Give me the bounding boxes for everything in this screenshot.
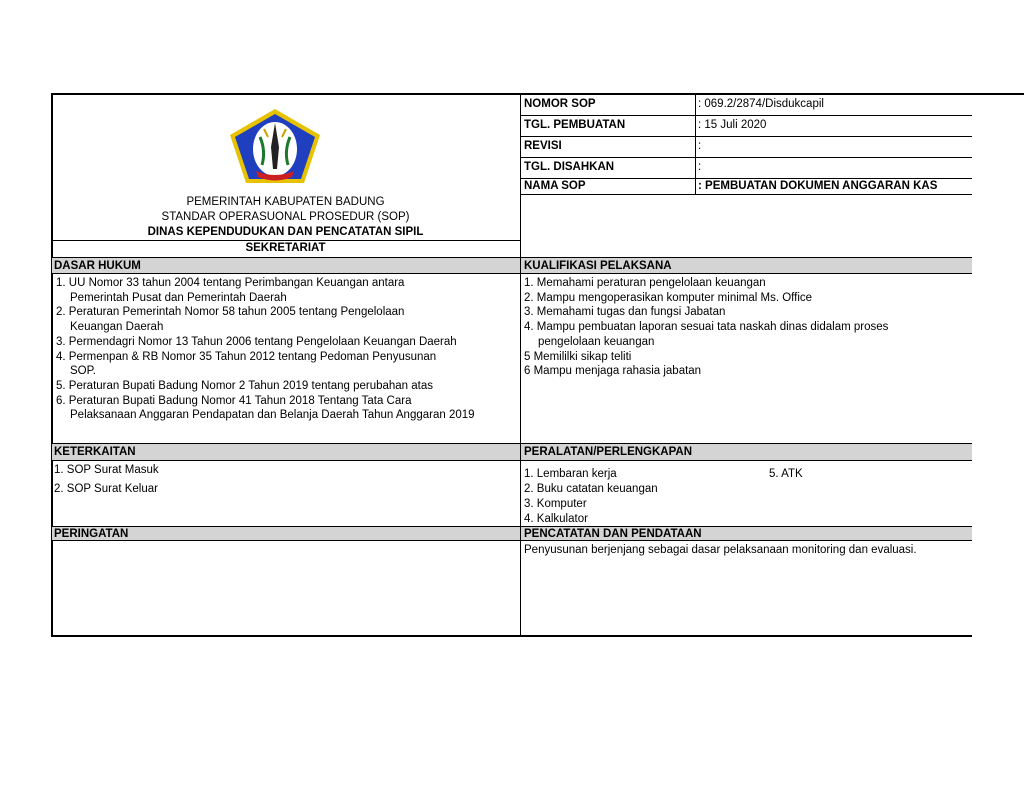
- keterkaitan-title: KETERKAITAN: [54, 446, 136, 458]
- org-line-4: SEKRETARIAT: [245, 242, 326, 254]
- meta-value: :: [698, 161, 702, 173]
- meta-value: : 069.2/2874/Disdukcapil: [698, 98, 824, 110]
- list-item: 1. Lembaran kerja: [524, 468, 617, 480]
- pencatatan-title: PENCATATAN DAN PENDATAAN: [524, 528, 702, 540]
- kualifikasi-title: KUALIFIKASI PELAKSANA: [524, 260, 672, 272]
- list-item: SOP.: [70, 365, 96, 378]
- table-bottom-border: [51, 635, 972, 637]
- meta-row-line: [520, 136, 972, 137]
- list-item: 5. Peraturan Bupati Badung Nomor 2 Tahun 2019 tentang perubahan atas: [56, 379, 434, 392]
- meta-value: :: [698, 140, 702, 152]
- org-line-3: DINAS KEPENDUDUKAN DAN PENCATATAN SIPIL: [147, 226, 424, 238]
- list-item: 2. Mampu mengoperasikan komputer minimal Ms. Office: [524, 291, 813, 304]
- list-item: 2. SOP Surat Keluar: [54, 483, 158, 495]
- list-item: pengelolaan keuangan: [538, 335, 655, 348]
- list-item: 6. Peraturan Bupati Badung Nomor 41 Tahun 2018 Tentang Tata Cara: [56, 394, 412, 407]
- list-item: Pelaksanaan Anggaran Pendapatan dan Belanja Daerah Tahun Anggaran 2019: [70, 409, 475, 422]
- list-item: 2. Peraturan Pemerintah Nomor 58 tahun 2005 tentang Pengelolaan: [56, 306, 405, 319]
- table-top-border: [51, 93, 1024, 95]
- meta-label: NAMA SOP: [524, 180, 586, 192]
- dasar-hukum-title: DASAR HUKUM: [54, 260, 141, 272]
- pencatatan-text: Penyusunan berjenjang sebagai dasar pelaksanaan monitoring dan evaluasi.: [524, 544, 917, 556]
- meta-row-line: [520, 194, 972, 195]
- list-item: 1. UU Nomor 33 tahun 2004 tentang Perimbangan Keuangan antara: [56, 277, 405, 289]
- meta-row-line: [520, 157, 972, 158]
- list-item: 5. ATK: [769, 468, 803, 480]
- meta-label: TGL. DISAHKAN: [524, 161, 615, 173]
- list-item: 4. Kalkulator: [524, 513, 588, 525]
- list-item: Pemerintah Pusat dan Pemerintah Daerah: [70, 291, 287, 304]
- list-item: Keuangan Daerah: [70, 321, 164, 334]
- meta-col-divider: [695, 93, 696, 194]
- list-item: 1. SOP Surat Masuk: [54, 464, 159, 476]
- list-item: 3. Memahami tugas dan fungsi Jabatan: [524, 306, 726, 319]
- meta-value-sop-name: : PEMBUATAN DOKUMEN ANGGARAN KAS: [698, 180, 938, 192]
- list-item: 3. Komputer: [524, 498, 587, 510]
- org-line-1: PEMERINTAH KABUPATEN BADUNG: [186, 196, 385, 208]
- badung-regency-emblem-icon: [226, 107, 324, 187]
- meta-label: TGL. PEMBUATAN: [524, 119, 626, 131]
- list-item: 5 Memililki sikap teliti: [524, 350, 632, 363]
- list-item: 3. Permendagri Nomor 13 Tahun 2006 tentang Pengelolaan Keuangan Daerah: [56, 335, 457, 348]
- list-item: 6 Mampu menjaga rahasia jabatan: [524, 365, 702, 378]
- meta-label: NOMOR SOP: [524, 98, 596, 110]
- org-line-2: STANDAR OPERASUONAL PROSEDUR (SOP): [161, 211, 410, 223]
- list-item: 4. Mampu pembuatan laporan sesuai tata naskah dinas didalam proses: [524, 321, 889, 334]
- table-middle-divider: [520, 93, 521, 636]
- list-item: 2. Buku catatan keuangan: [524, 483, 658, 495]
- list-item: 4. Permenpan & RB Nomor 35 Tahun 2012 tentang Pedoman Penyusunan: [56, 350, 437, 363]
- peringatan-title: PERINGATAN: [54, 528, 129, 540]
- meta-value: : 15 Juli 2020: [698, 119, 767, 131]
- peralatan-title: PERALATAN/PERLENGKAPAN: [524, 446, 693, 458]
- table-left-border: [51, 93, 53, 636]
- list-item: 1. Memahami peraturan pengelolaan keuangan: [524, 277, 766, 289]
- meta-row-line: [520, 115, 972, 116]
- logo-emblem: [226, 107, 324, 187]
- meta-label: REVISI: [524, 140, 562, 152]
